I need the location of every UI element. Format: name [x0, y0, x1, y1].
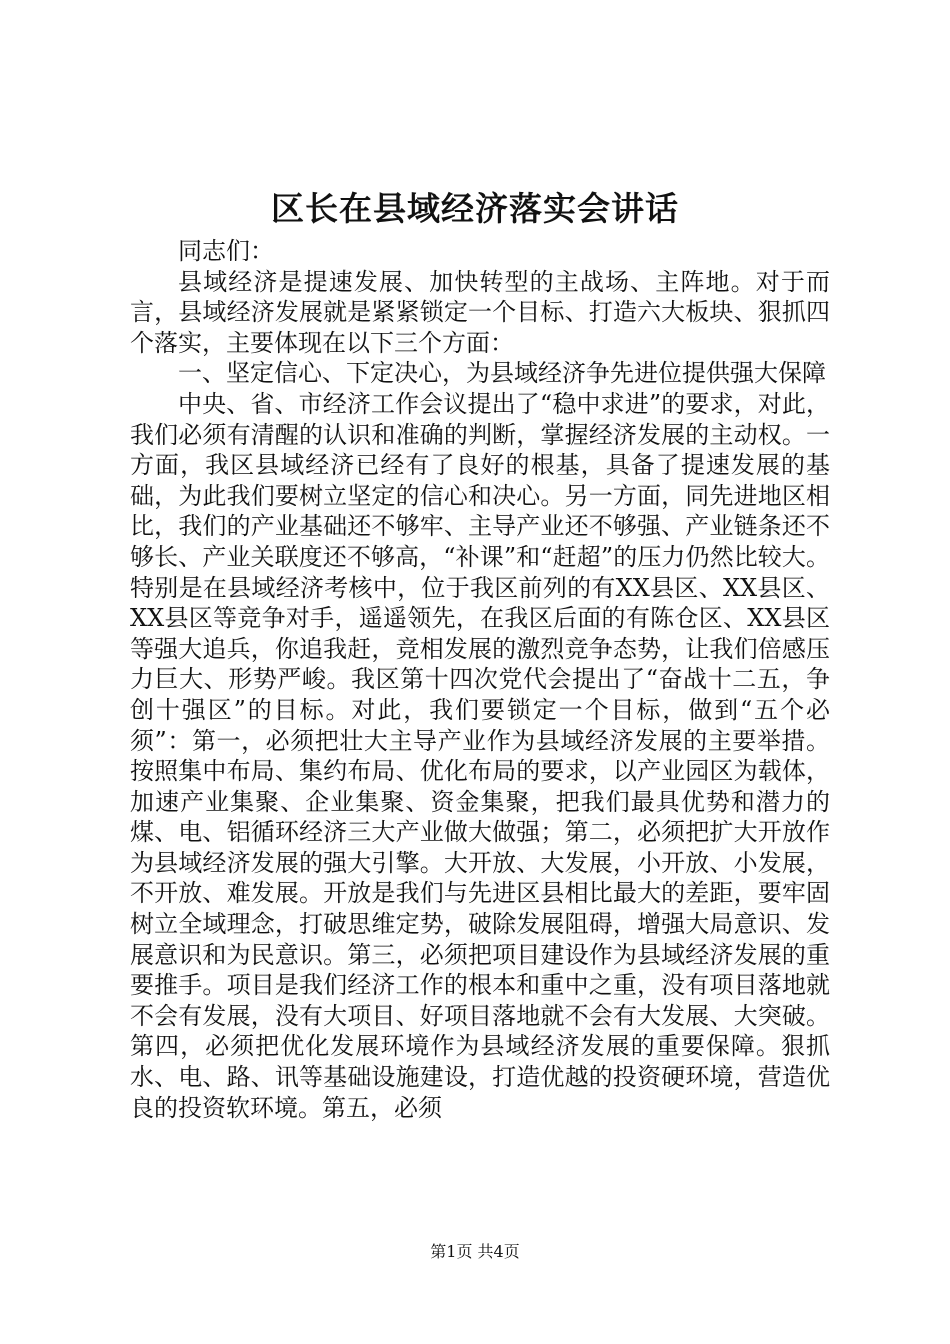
page-number-footer: 第1页 共4页: [430, 1242, 520, 1261]
section-heading-1: 一、坚定信心、下定决心，为县域经济争先进位提供强大保障: [178, 359, 826, 388]
document-title: 区长在县域经济落实会讲话: [271, 189, 679, 228]
paragraph-section-1: 中央、省、市经济工作会议提出了“稳中求进”的要求，对此，我们必须有清醒的认识和准确的判断，掌握经济发展的主动权。一方面，我区县域经济已经有了良好的根基，具备了提速发展的基础，为此我们要树立坚定的信心和决心。另一方面，同先进地区相比，我们的产业基础还不够牢、主导产业还不够强、产业链条还不够长、产业关联度还不够高，“补课”和“赶超”的压力仍然比较大。特别是在县域经济考核中，位于我区前列的有XX县区、XX县区、XX县区等竞争对手，遥遥领先，在我区后面的有陈仓区、XX县区等强大追兵，你追我赶，竞相发展的激烈竞争态势，让我们倍感压力巨大、形势严峻。我区第十四次党代会提出了“奋战十二五，争创十强区”的目标。对此，我们要锁定一个目标，做到“五个必须”：第一，必须把壮大主导产业作为县域经济发展的主要举措。按照集中布局、集约布局、优化布局的要求，以产业园区为载体，加速产业集聚、企业集聚、资金集聚，把我们最具优势和潜力的煤、电、铝循环经济三大产业做大做强；第二，必须把扩大开放作为县域经济发展的强大引擎。大开放、大发展，小开放、小发展，不开放、难发展。开放是我们与先进区县相比最大的差距，要牢固树立全域理念，打破思维定势，破除发展阻碍，增强大局意识、发展意识和为民意识。第三，必须把项目建设作为县域经济发展的重要推手。项目是我们经济工作的根本和重中之重，没有项目落地就不会有发展，没有大项目、好项目落地就不会有大发展、大突破。第四，必须把优化发展环境作为县域经济发展的重要保障。狠抓水、电、路、讯等基础设施建设，打造优越的投资硬环境，营造优良的投资软环境。第五，必须: [130, 389, 830, 1122]
salutation: 同志们：: [178, 237, 274, 265]
paragraph-intro: 县域经济是提速发展、加快转型的主战场、主阵地。对于而言，县域经济发展就是紧紧锁定一个目标、打造六大板块、狠抓四个落实，主要体现在以下三个方面：: [130, 267, 830, 357]
document-body: [130, 236, 830, 1123]
